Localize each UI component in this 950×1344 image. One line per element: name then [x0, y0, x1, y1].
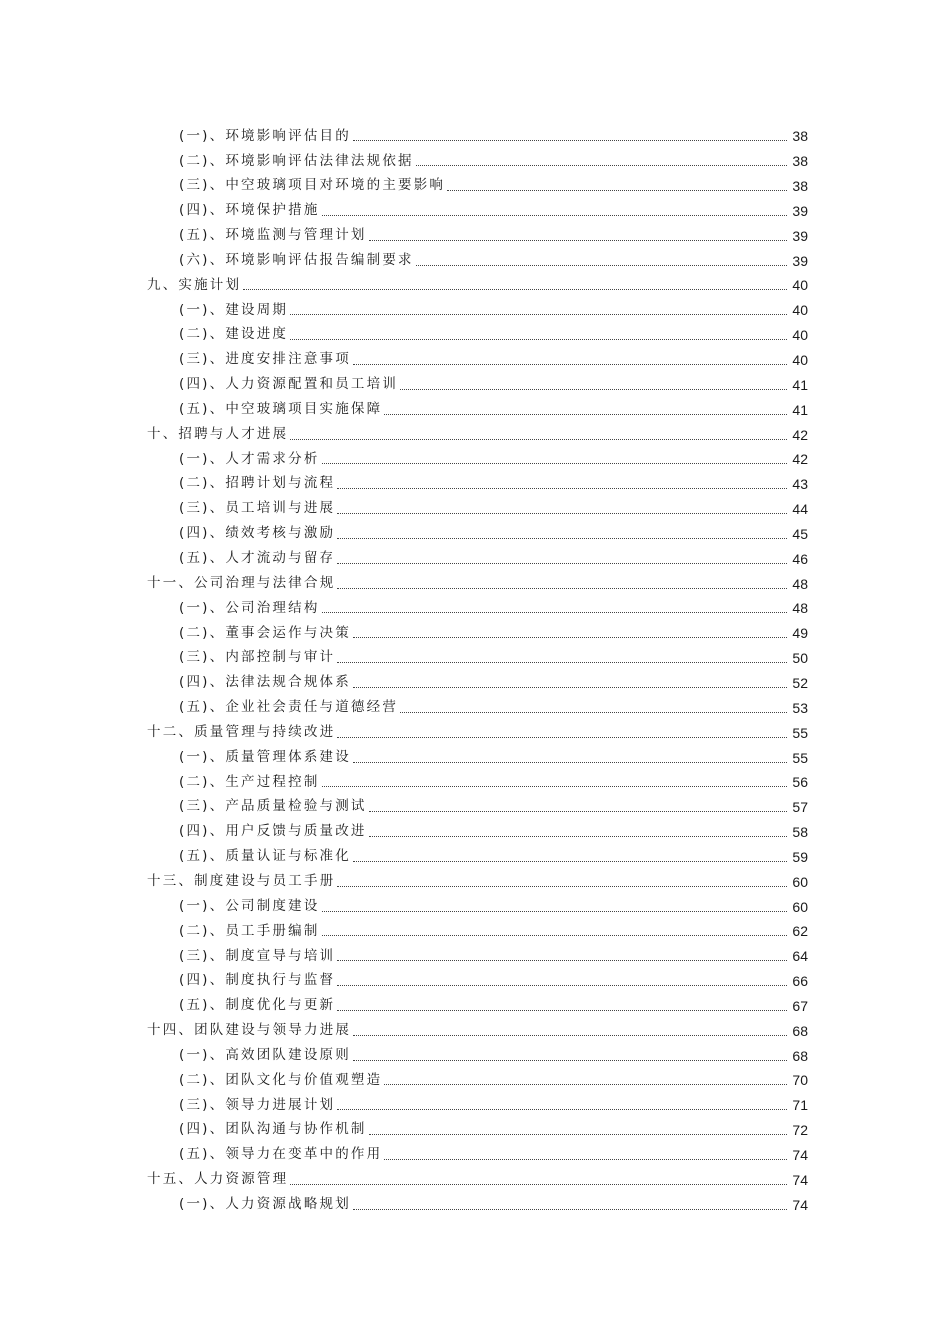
toc-page-number: 40 [792, 327, 808, 344]
toc-entry-title: (五)、人才流动与留存 [179, 550, 336, 567]
toc-entry-title: (三)、进度安排注意事项 [179, 351, 351, 368]
toc-chapter-entry[interactable] [0, 869, 950, 894]
toc-entry-title: (五)、企业社会责任与道德经营 [179, 699, 399, 716]
toc-page-number: 39 [792, 252, 808, 269]
dot-leader [337, 886, 787, 887]
toc-section-entry[interactable] [0, 472, 950, 497]
toc-page-number: 68 [792, 1047, 808, 1064]
toc-section-entry[interactable] [0, 994, 950, 1019]
toc-page-number: 70 [792, 1072, 808, 1089]
toc-section-entry[interactable] [0, 248, 950, 273]
toc-page-number: 71 [792, 1097, 808, 1114]
toc-entry-title: (三)、产品质量检验与测试 [179, 798, 367, 815]
dot-leader [353, 1060, 787, 1061]
toc-entry-title: (二)、生产过程控制 [179, 773, 320, 790]
toc-page-number: 56 [792, 774, 808, 791]
toc-section-entry[interactable] [0, 745, 950, 770]
toc-page-number: 38 [792, 128, 808, 145]
dot-leader [337, 960, 787, 961]
toc-section-entry[interactable] [0, 149, 950, 174]
toc-page-number: 48 [792, 600, 808, 617]
toc-page-number: 48 [792, 575, 808, 592]
toc-page-number: 50 [792, 650, 808, 667]
toc-chapter-entry[interactable] [0, 720, 950, 745]
toc-entry-title: (五)、制度优化与更新 [179, 997, 336, 1014]
toc-chapter-entry[interactable] [0, 1167, 950, 1192]
toc-entry-title: (二)、员工手册编制 [179, 922, 320, 939]
dot-leader [384, 1159, 787, 1160]
dot-leader [290, 314, 787, 315]
toc-section-entry[interactable] [0, 397, 950, 422]
toc-section-entry[interactable] [0, 522, 950, 547]
toc-chapter-entry[interactable] [0, 422, 950, 447]
toc-entry-title: 十一、公司治理与法律合规 [147, 574, 336, 591]
dot-leader [322, 463, 787, 464]
toc-section-entry[interactable] [0, 671, 950, 696]
toc-section-entry[interactable] [0, 1093, 950, 1118]
toc-section-entry[interactable] [0, 1118, 950, 1143]
toc-page-number: 42 [792, 426, 808, 443]
toc-section-entry[interactable] [0, 1043, 950, 1068]
dot-leader [337, 985, 787, 986]
toc-section-entry[interactable] [0, 546, 950, 571]
dot-leader [416, 165, 787, 166]
toc-entry-title: (一)、建设周期 [179, 301, 289, 318]
toc-page-number: 38 [792, 153, 808, 170]
toc-entry-title: (一)、质量管理体系建设 [179, 748, 351, 765]
toc-entry-title: (四)、人力资源配置和员工培训 [179, 376, 399, 393]
toc-section-entry[interactable] [0, 894, 950, 919]
dot-leader [337, 488, 787, 489]
toc-section-entry[interactable] [0, 223, 950, 248]
toc-entry-title: (五)、中空玻璃项目实施保障 [179, 400, 383, 417]
toc-page-number: 41 [792, 376, 808, 393]
toc-section-entry[interactable] [0, 621, 950, 646]
toc-page-number: 60 [792, 898, 808, 915]
toc-page-number: 40 [792, 277, 808, 294]
toc-section-entry[interactable] [0, 795, 950, 820]
toc-section-entry[interactable] [0, 298, 950, 323]
toc-page-number: 53 [792, 699, 808, 716]
dot-leader [447, 190, 787, 191]
toc-page-number: 38 [792, 178, 808, 195]
toc-entry-title: (三)、中空玻璃项目对环境的主要影响 [179, 177, 446, 194]
toc-section-entry[interactable] [0, 323, 950, 348]
toc-entry-title: (四)、用户反馈与质量改进 [179, 823, 367, 840]
dot-leader [353, 140, 787, 141]
toc-section-entry[interactable] [0, 372, 950, 397]
toc-page-number: 62 [792, 923, 808, 940]
dot-leader [337, 588, 787, 589]
toc-section-entry[interactable] [0, 646, 950, 671]
toc-page-number: 44 [792, 501, 808, 518]
dot-leader [400, 712, 787, 713]
dot-leader [322, 786, 787, 787]
dot-leader [337, 513, 787, 514]
dot-leader [322, 612, 787, 613]
dot-leader [322, 215, 787, 216]
dot-leader [322, 935, 787, 936]
toc-page-number: 74 [792, 1147, 808, 1164]
toc-page-number: 55 [792, 724, 808, 741]
toc-page-number: 41 [792, 401, 808, 418]
toc-entry-title: (一)、公司治理结构 [179, 599, 320, 616]
toc-section-entry[interactable] [0, 497, 950, 522]
toc-entry-title: 十四、团队建设与领导力进展 [147, 1022, 352, 1039]
toc-page-number: 67 [792, 997, 808, 1014]
toc-section-entry[interactable] [0, 695, 950, 720]
toc-page-number: 64 [792, 948, 808, 965]
toc-page-number: 40 [792, 302, 808, 319]
dot-leader [290, 1184, 787, 1185]
toc-section-entry[interactable] [0, 348, 950, 373]
toc-page-number: 39 [792, 202, 808, 219]
dot-leader [369, 240, 787, 241]
toc-entry-title: (三)、内部控制与审计 [179, 649, 336, 666]
toc-entry-title: (四)、环境保护措施 [179, 202, 320, 219]
toc-entry-title: (三)、领导力进展计划 [179, 1096, 336, 1113]
toc-entry-title: (一)、环境影响评估目的 [179, 127, 351, 144]
toc-page-number: 57 [792, 799, 808, 816]
dot-leader [353, 1035, 787, 1036]
toc-section-entry[interactable] [0, 447, 950, 472]
toc-page-number: 59 [792, 848, 808, 865]
toc-section-entry[interactable] [0, 124, 950, 149]
dot-leader [353, 687, 787, 688]
toc-page-number: 68 [792, 1022, 808, 1039]
dot-leader [369, 1134, 787, 1135]
toc-entry-title: 九、实施计划 [147, 276, 242, 293]
dot-leader [322, 911, 787, 912]
toc-section-entry[interactable] [0, 969, 950, 994]
toc-entry-title: (四)、团队沟通与协作机制 [179, 1121, 367, 1138]
dot-leader [337, 1109, 787, 1110]
toc-page-number: 60 [792, 873, 808, 890]
toc-section-entry[interactable] [0, 844, 950, 869]
toc-page-number: 74 [792, 1196, 808, 1213]
dot-leader [369, 811, 787, 812]
dot-leader [384, 414, 787, 415]
toc-entry-title: (一)、高效团队建设原则 [179, 1046, 351, 1063]
toc-page-number: 42 [792, 451, 808, 468]
toc-page-number: 49 [792, 625, 808, 642]
toc-entry-title: (三)、制度宣导与培训 [179, 947, 336, 964]
dot-leader [384, 1084, 787, 1085]
toc-section-entry[interactable] [0, 770, 950, 795]
dot-leader [337, 737, 787, 738]
toc-page-number: 72 [792, 1122, 808, 1139]
toc-entry-title: (五)、领导力在变革中的作用 [179, 1146, 383, 1163]
toc-chapter-entry[interactable] [0, 571, 950, 596]
dot-leader [243, 289, 787, 290]
toc-section-entry[interactable] [0, 199, 950, 224]
toc-page-number: 39 [792, 227, 808, 244]
dot-leader [337, 1010, 787, 1011]
toc-entry-title: (二)、建设进度 [179, 326, 289, 343]
toc-section-entry[interactable] [0, 820, 950, 845]
toc-entry-title: (四)、法律法规合规体系 [179, 674, 351, 691]
toc-page-number: 52 [792, 674, 808, 691]
toc-entry-title: (一)、公司制度建设 [179, 897, 320, 914]
toc-entry-title: (二)、团队文化与价值观塑造 [179, 1071, 383, 1088]
toc-chapter-entry[interactable] [0, 273, 950, 298]
toc-entry-title: (四)、制度执行与监督 [179, 972, 336, 989]
dot-leader [337, 662, 787, 663]
dot-leader [400, 389, 787, 390]
toc-section-entry[interactable] [0, 919, 950, 944]
dot-leader [290, 439, 787, 440]
toc-entry-title: (六)、环境影响评估报告编制要求 [179, 251, 414, 268]
toc-chapter-entry[interactable] [0, 1018, 950, 1043]
toc-entry-title: 十五、人力资源管理 [147, 1171, 289, 1188]
toc-entry-title: (三)、员工培训与进展 [179, 500, 336, 517]
toc-section-entry[interactable] [0, 1192, 950, 1217]
toc-page-number: 55 [792, 749, 808, 766]
dot-leader [337, 538, 787, 539]
toc-entry-title: (二)、董事会运作与决策 [179, 624, 351, 641]
dot-leader [353, 861, 787, 862]
toc-section-entry[interactable] [0, 944, 950, 969]
toc-page-number: 45 [792, 525, 808, 542]
toc-page-number: 43 [792, 476, 808, 493]
dot-leader [337, 563, 787, 564]
toc-entry-title: (五)、质量认证与标准化 [179, 848, 351, 865]
toc-section-entry[interactable] [0, 174, 950, 199]
toc-section-entry[interactable] [0, 1143, 950, 1168]
dot-leader [416, 265, 787, 266]
toc-section-entry[interactable] [0, 596, 950, 621]
toc-entry-title: (一)、人力资源战略规划 [179, 1195, 351, 1212]
table-of-contents [0, 124, 950, 1217]
toc-entry-title: (一)、人才需求分析 [179, 450, 320, 467]
dot-leader [353, 364, 787, 365]
toc-page-number: 74 [792, 1171, 808, 1188]
toc-page-number: 40 [792, 352, 808, 369]
dot-leader [369, 836, 787, 837]
dot-leader [353, 637, 787, 638]
toc-section-entry[interactable] [0, 1068, 950, 1093]
dot-leader [353, 1209, 787, 1210]
dot-leader [290, 339, 787, 340]
toc-entry-title: 十三、制度建设与员工手册 [147, 872, 336, 889]
toc-page-number: 66 [792, 973, 808, 990]
toc-entry-title: (二)、招聘计划与流程 [179, 475, 336, 492]
toc-entry-title: (五)、环境监测与管理计划 [179, 227, 367, 244]
toc-entry-title: (二)、环境影响评估法律法规依据 [179, 152, 414, 169]
toc-page-number: 58 [792, 824, 808, 841]
toc-page-number: 46 [792, 550, 808, 567]
dot-leader [353, 762, 787, 763]
toc-entry-title: 十、招聘与人才进展 [147, 425, 289, 442]
toc-entry-title: 十二、质量管理与持续改进 [147, 723, 336, 740]
toc-entry-title: (四)、绩效考核与激励 [179, 525, 336, 542]
